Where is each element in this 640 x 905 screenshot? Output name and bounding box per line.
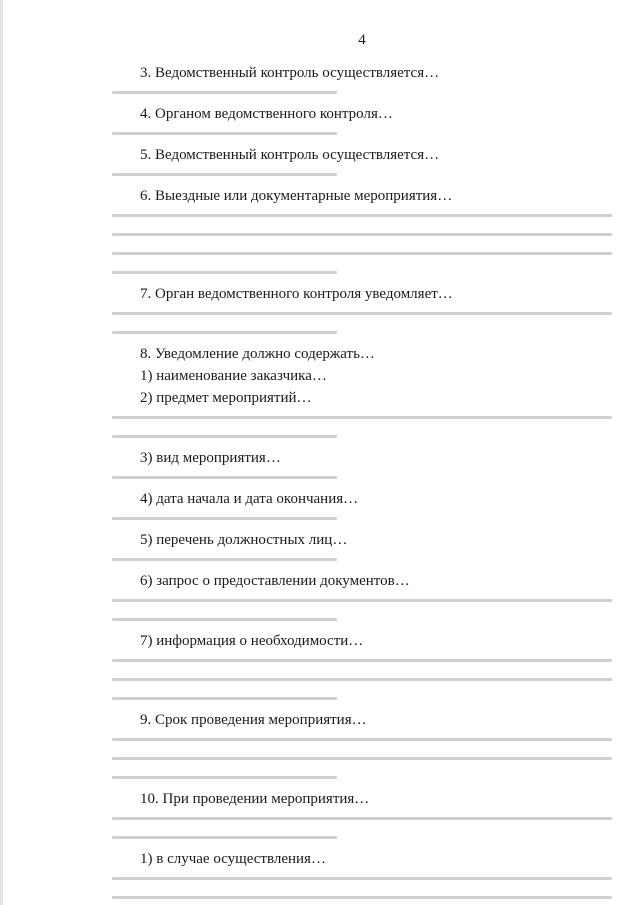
text-line-placeholder	[112, 828, 612, 847]
text-line-placeholder	[112, 670, 612, 689]
paragraph-lead: 2) предмет мероприятий…	[140, 390, 312, 406]
text-line-placeholder	[112, 809, 612, 828]
paragraph-lead: 10. При проведении мероприятия…	[140, 791, 370, 807]
paragraph-lead: 3. Ведомственный контроль осуществляется…	[140, 65, 440, 81]
text-line-placeholder	[112, 304, 612, 323]
paragraph-lead: 5) перечень должностных лиц…	[140, 532, 348, 548]
scan-binding-edge	[0, 0, 3, 905]
text-line-placeholder	[112, 408, 612, 427]
paragraph	[112, 490, 612, 528]
paragraph	[112, 285, 612, 342]
paragraph-lead: 9. Срок проведения мероприятия…	[140, 712, 367, 728]
text-line-placeholder	[112, 165, 612, 184]
text-line-placeholder	[112, 263, 612, 282]
paragraph	[112, 449, 612, 487]
text-line-placeholder	[112, 83, 612, 102]
paragraph	[112, 105, 612, 143]
document-body	[112, 64, 612, 905]
paragraph-lead: 7. Орган ведомственного контроля уведомляет…	[140, 286, 453, 302]
paragraph-lead: 6. Выездные или документарные мероприятия…	[140, 188, 453, 204]
text-line-placeholder	[112, 651, 612, 670]
paragraph	[112, 187, 612, 282]
paragraph	[112, 389, 612, 446]
text-line-placeholder	[112, 550, 612, 569]
paragraph	[112, 632, 612, 708]
text-line-placeholder	[112, 206, 612, 225]
text-line-placeholder	[112, 610, 612, 629]
paragraph-lead: 8. Уведомление должно содержать…	[140, 346, 375, 362]
paragraph	[112, 711, 612, 787]
text-line-placeholder	[112, 591, 612, 610]
text-line-placeholder	[112, 730, 612, 749]
paragraph-lead: 5. Ведомственный контроль осуществляется…	[140, 147, 440, 163]
text-line-placeholder	[112, 244, 612, 263]
paragraph-lead: 1) в случае осуществления…	[140, 851, 326, 867]
text-line-placeholder	[112, 427, 612, 446]
text-line-placeholder	[112, 869, 612, 888]
paragraph	[112, 531, 612, 569]
text-line-placeholder	[112, 749, 612, 768]
paragraph	[112, 790, 612, 847]
text-line-placeholder	[112, 468, 612, 487]
page-number: 4	[358, 32, 366, 48]
paragraph-lead: 4) дата начала и дата окончания…	[140, 491, 359, 507]
paragraph-lead: 4. Органом ведомственного контроля…	[140, 106, 393, 122]
text-line-placeholder	[112, 689, 612, 708]
paragraph	[112, 146, 612, 184]
paragraph	[112, 345, 612, 364]
text-line-placeholder	[112, 323, 612, 342]
paragraph	[112, 367, 612, 386]
text-line-placeholder	[112, 888, 612, 905]
text-line-placeholder	[112, 225, 612, 244]
paragraph	[112, 64, 612, 102]
text-line-placeholder	[112, 768, 612, 787]
text-line-placeholder	[112, 509, 612, 528]
paragraph-lead: 7) информация о необходимости…	[140, 633, 364, 649]
paragraph	[112, 572, 612, 629]
paragraph	[112, 850, 612, 905]
text-line-placeholder	[112, 124, 612, 143]
paragraph-lead: 6) запрос о предоставлении документов…	[140, 573, 410, 589]
paragraph-lead: 3) вид мероприятия…	[140, 450, 281, 466]
paragraph-lead: 1) наименование заказчика…	[140, 368, 327, 384]
